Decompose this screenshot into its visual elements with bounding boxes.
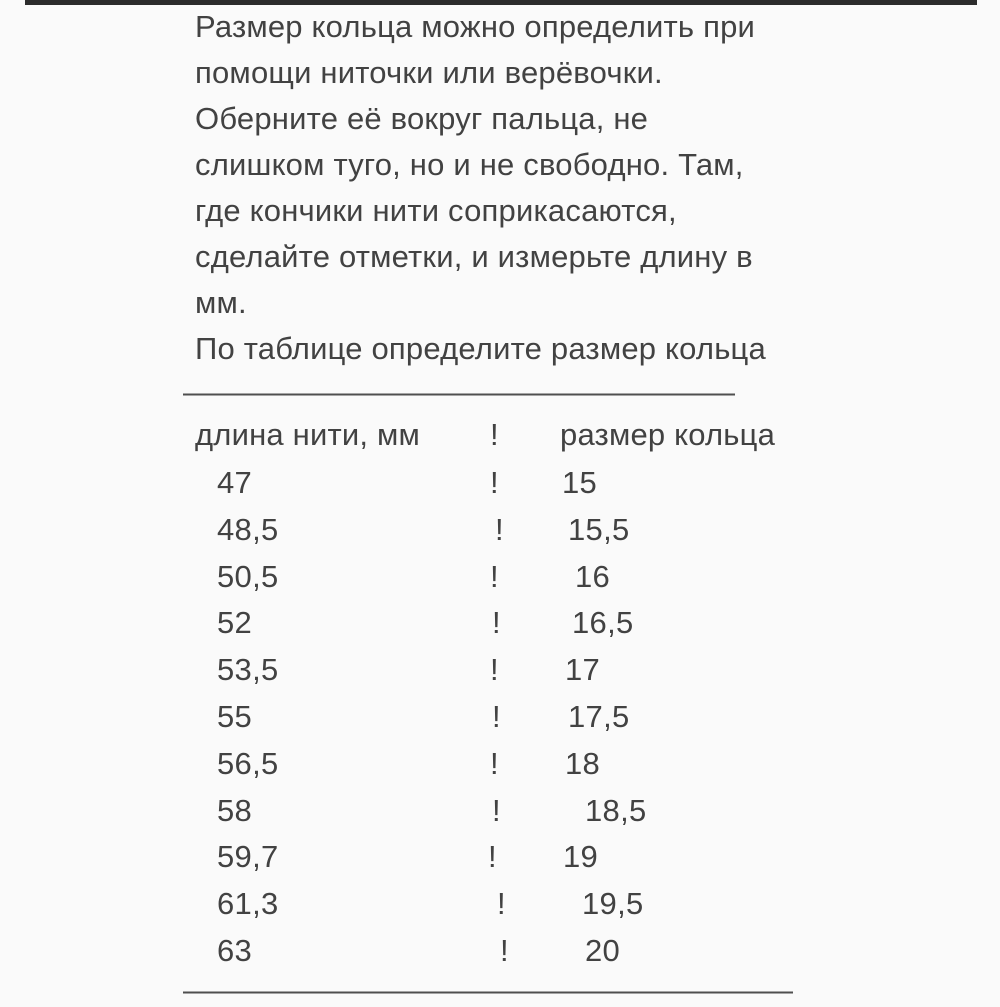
ring-size-value: 19,5 — [582, 886, 644, 922]
instruction-line: где кончики нити соприкасаются, — [195, 193, 677, 228]
ring-size-value: 20 — [585, 932, 621, 968]
thread-length-value: 55 — [217, 698, 253, 734]
thread-length-value: 52 — [217, 605, 253, 641]
ring-size-value: 18,5 — [585, 792, 647, 828]
table-row — [195, 460, 895, 507]
thread-length-value: 47 — [217, 465, 253, 500]
thread-length-value: 59,7 — [217, 839, 279, 875]
instruction-line: сделайте отметки, и измерьте длину в — [195, 239, 753, 274]
ring-size-value: 17,5 — [568, 698, 630, 734]
instruction-line: Размер кольца можно определить при — [195, 9, 756, 44]
ring-size-value: 16 — [575, 558, 611, 594]
column-separator: ! — [490, 558, 499, 594]
thread-length-value: 50,5 — [217, 558, 279, 594]
column-separator: ! — [492, 698, 501, 734]
table-row — [195, 600, 895, 647]
column-separator: ! — [490, 465, 499, 500]
instruction-line: слишком туго, но и не свободно. Там, — [195, 147, 744, 182]
thread-length-value: 61,3 — [217, 886, 279, 922]
column-separator: ! — [490, 745, 499, 781]
table-row — [195, 788, 895, 835]
column-separator: ! — [492, 605, 501, 641]
thread-length-value: 48,5 — [217, 511, 279, 547]
thread-length-value: 56,5 — [217, 745, 279, 781]
instruction-line: мм. — [195, 285, 247, 320]
ring-size-value: 16,5 — [572, 605, 634, 641]
ring-size-value: 17 — [565, 652, 601, 688]
size-table-header — [195, 414, 895, 456]
table-row — [195, 554, 895, 601]
table-row — [195, 928, 895, 975]
table-row — [195, 834, 895, 881]
table-row — [195, 881, 895, 928]
ring-size-value: 18 — [565, 745, 601, 781]
length-column-header: длина нити, мм — [195, 417, 421, 452]
column-separator: ! — [492, 792, 501, 828]
table-bottom-divider: ————————————————————— — [183, 974, 792, 1007]
column-separator: ! — [490, 417, 499, 452]
table-row — [195, 694, 895, 741]
instruction-line: помощи ниточки или верёвочки. — [195, 55, 663, 90]
thread-length-value: 63 — [217, 932, 253, 968]
column-separator: ! — [490, 652, 499, 688]
table-row — [195, 647, 895, 694]
table-row — [195, 507, 895, 554]
instruction-line: Оберните её вокруг пальца, не — [195, 101, 649, 136]
ring-size-value: 15 — [562, 465, 598, 500]
table-top-divider: ——————————————————— — [183, 376, 734, 409]
ring-size-value: 19 — [563, 839, 599, 875]
column-separator: ! — [488, 839, 497, 875]
ring-size-instructions — [195, 4, 766, 372]
size-column-header: размер кольца — [560, 417, 776, 452]
column-separator: ! — [495, 511, 504, 547]
column-separator: ! — [500, 932, 509, 968]
table-row — [195, 741, 895, 788]
thread-length-value: 53,5 — [217, 652, 279, 688]
size-table-body — [195, 460, 895, 975]
ring-size-value: 15,5 — [568, 511, 630, 547]
column-separator: ! — [497, 886, 506, 922]
thread-length-value: 58 — [217, 792, 253, 828]
instruction-line: По таблице определите размер кольца — [195, 331, 766, 366]
